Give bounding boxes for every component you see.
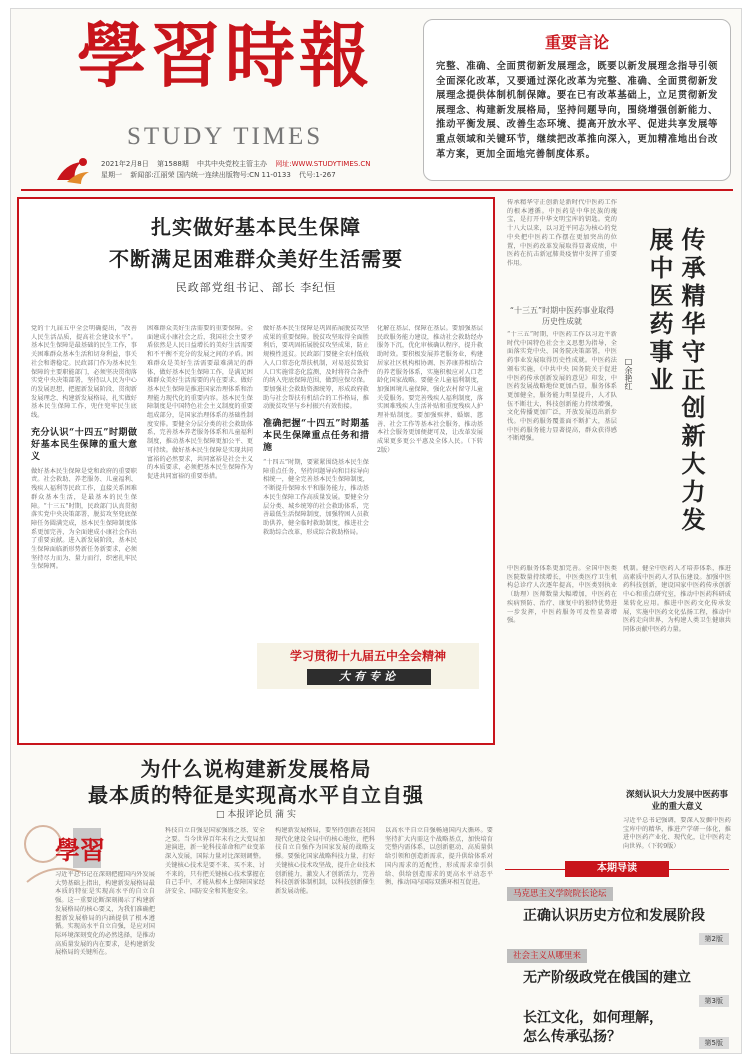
newspaper-front-page (10, 8, 742, 1054)
right-body-2: 中医药服务体系更加完善。全国中医类医院数量持续增长，中医类医疗卫生机构总诊疗人次逐年提高，中医类别执业（助理）医师数量大幅增加，中医药在疾病预防、治疗、康复中的独特优势进一步发挥，中医药服务可及性显著增强。 (507, 565, 617, 625)
right-body-4: 习近平总书记强调，要深入发掘中医药宝库中的精华，推进产学研一体化，推进中医药产业化、现代化，让中医药走向世界。（下转9版） (623, 817, 731, 851)
art2-title-line2[interactable]: 最本质的特征是实现高水平自立自强 (88, 783, 424, 807)
banner-slogan: 学习贯彻十九届五中全会精神 (289, 649, 446, 663)
right-subheading: “十三五”时期中医药事业取得历史性成就 (509, 306, 615, 326)
lead-column-4 (377, 325, 483, 635)
ornament-text: 學習 (55, 836, 106, 865)
right-intro-text: 传承精华守正创新是新时代中医药工作的根本遵循。中医药是中华民族的瑰宝，是打开中华文明宝库的钥匙。党的十八大以来，以习近平同志为核心的党中央把中医药工作摆在更加突出的位置，中医药改革发展取得显著成绩，中医药在抗击新冠肺炎疫情中发挥了重要作用。 (507, 199, 617, 267)
highlight-2-label: 社会主义从哪里来 (507, 949, 587, 963)
art2-author: □ 本报评论员 蒲 实 (215, 810, 297, 820)
highlights-tag: 本期导读 (565, 861, 669, 877)
publisher: 中共中央党校主管主办 (197, 160, 268, 168)
speech-text: 完整、准确、全面贯彻新发展理念，既要以新发展理念指导引领全面深化改革，又要通过深化改革为完整、准确、全面贯彻新发展理念提供体制机制保障。要在已有改革基础上，立足贯彻新发展理念、构建新发展格局，坚持问题导向，围绕增强创新能力、推动平衡发展、改善生态环境、提高开放水平、促进共享发展等重点领域和关键环节，继续把改革推向深入，更加精准地出台改革方案，更加全面地完善制度体系。 (436, 61, 718, 160)
website[interactable]: 网址:WWW.STUDYTIMES.CN (275, 160, 371, 168)
art2-column-1: 习近平总书记在深刻把握国内外发展大势基础上指出，构建新发展格局最本质的特征是实现高水平的自立自强。这一重要论断深刻揭示了构建新发展格局的核心要义，为我们准确把握新发展格局的内涵提供了根本遵循。实现高水平自立自强，是应对国际环境深刻变化的必然选择，是推动高质量发展的内在要求，是构建新发展格局的关键所在。 (55, 871, 155, 957)
lead-col3-text: 做好基本民生保障是巩固拓展脱贫攻坚成果的重要保障。脱贫攻坚取得全面胜利后，要巩固拓展脱贫攻坚成果，防止规模性返贫。民政部门要健全农村低收入人口常态化帮扶机制，对易返贫致贫人口实施常态化监测，及时将符合条件的纳入兜底保障范围，做到应保尽保。要加强社会救助资源统筹，形成政府救助与社会帮扶有机结合的工作格局，推动脱贫攻坚与乡村振兴有效衔接。 (263, 325, 369, 411)
editorial-dept: 新闻部:江丽荣 国内统一连续出版物号:CN 11-0133 (130, 171, 291, 179)
newspaper-logo-english: STUDY TIMES (127, 123, 324, 150)
right-body-1: “十三五”时期，中医药工作以习近平新时代中国特色社会主义思想为指导，全面落实党中央、国务院决策部署，中医药事业发展取得历史性成就。中医药法颁布实施，《中共中央 国务院关于促进中医药传承创新发展的意见》印发，中医药发展战略地位更加凸显，服务体系更加健全，服务能力明显提升，人才队伍不断壮大，科技创新能力持续增强，文化传播更加广泛，开放发展迈出新步伐。中医药服务覆盖面不断扩大，基层中医药服务能力显著提高，群众获得感不断增强。 (507, 331, 617, 443)
art2-column-3: 构建新发展格局，要坚持创新在我国现代化建设全局中的核心地位，把科技自立自强作为国家发展的战略支撑。要强化国家战略科技力量，打好关键核心技术攻坚战，提升企业技术创新能力，激发人才创新活力，完善科技创新体制机制，以科技创新催生新发展动能。 (275, 827, 375, 895)
issue-info (101, 159, 419, 181)
highlight-1-label: 马克思主义学院院长论坛 (507, 887, 613, 901)
lead-column-2 (147, 325, 253, 675)
right-body-3: 机制。健全中医药人才培养体系，推进高素质中医药人才队伍建设。加强中医药科技创新，建设国家中医药传承创新中心和重点研究室，推动中医药科研成果转化应用。推进中医药文化传承发展，实施中医药文化弘扬工程，推动中医药走向世界，为构建人类卫生健康共同体贡献中医药力量。 (623, 565, 731, 633)
right-bold-heading: 深刻认识大力发展中医药事业的重大意义 (625, 790, 728, 812)
issue-highlights (505, 861, 729, 1051)
postal-code: 代号:1-267 (299, 171, 336, 179)
issue-number: 第1588期 (156, 160, 189, 168)
lead-col2-text: 困难群众美好生活需要的重要保障。全面建成小康社会之后，我国社会主要矛盾依然是人民日益增长的美好生活需要和不平衡不充分的发展之间的矛盾。困难群众是美好生活需要最难满足的群体，做好基本民生保障工作，是满足困难群众美好生活需要的内在要求。做好基本民生保障是推进国家治理体系和治理能力现代化的重要内容。基本民生保障制度是中国特色社会主义制度的重要组成部分，是国家治理体系的基础性制度安排。要健全分层分类的社会救助体系，完善基本养老服务体系和儿童福利制度，推动基本民生保障更加公平、更可持续。做好基本民生保障是实现共同富裕的必然要求，共同富裕是社会主义的本质要求，必须把基本民生保障作为促进共同富裕的重要举措。 (147, 325, 253, 480)
lead-col1-text: 党的十九届五中全会明确提出，“改善人民生活品质，提高社会建设水平”。基本民生保障是最基础的民生工作，事关困难群众基本生活和切身利益，事关社会和谐稳定。民政部门作为基本民生保障的主要职能部门，必须坚决贯彻落实党中央决策部署，坚持以人民为中心的发展思想，把握新发展阶段、贯彻新发展理念、构建新发展格局，扎实做好基本民生保障工作，兜住兜牢民生底线。 (31, 325, 137, 420)
highlight-1-title[interactable]: 正确认识历史方位和发展阶段 (523, 908, 705, 924)
lead-title-line1[interactable]: 扎实做好基本民生保障 (151, 215, 361, 239)
lead-article[interactable] (17, 197, 495, 745)
lead-body (31, 325, 483, 675)
newspaper-logo: 學習時報 (77, 14, 373, 97)
important-speech-box (423, 19, 731, 181)
right-article-title[interactable]: 传承精华守正创新大力发展中医药事业 (645, 227, 706, 535)
lead-column-1 (31, 325, 137, 675)
lead-author: 民政部党组书记、部长 李纪恒 (175, 281, 337, 294)
masthead (11, 9, 423, 194)
column-stamp: 大有专论 (307, 669, 431, 685)
lead-col3-tail: “十四五”时期，要紧紧围绕基本民生保障重点任务，坚持问题导向和目标导向相统一，健全完善基本民生保障制度，不断提升保障水平和服务能力，推动基本民生保障工作高质量发展。要健全分层分类、城乡统筹的社会救助体系，完善最低生活保障制度，加强特困人员救助供养，健全临时救助制度，推进社会救助综合改革，形成综合救助格局。 (263, 459, 369, 536)
highlight-2-page[interactable]: 第3版 (699, 995, 729, 1007)
art2-title-line1[interactable]: 为什么说构建新发展格局 (140, 757, 372, 781)
lead-title-line2[interactable]: 不断满足困难群众美好生活需要 (109, 247, 403, 271)
lead-subheading-1: 充分认识“十四五”时期做好基本民生保障的重大意义 (31, 427, 137, 462)
lead-col1-tail: 做好基本民生保障是党和政府的重要职责。社会救助、养老服务、儿童福利、残疾人福利等民政工作，直接关系困难群众基本生活，是最基本的民生保障。“十三五”时期，民政部门认真贯彻落实党中央决策部署，脱贫攻坚兜底保障任务圆满完成，基本民生保障制度体系更加完善，为全面建成小康社会作出了重要贡献。进入新发展阶段，基本民生保障面临新形势新任务新要求，必须坚持尽力而为、量力而行，织密扎牢民生保障网。 (31, 467, 137, 571)
column-banner (257, 643, 479, 689)
right-article-author: □余艳红 (624, 357, 633, 390)
highlight-2-title[interactable]: 无产阶级政党在俄国的建立 (523, 970, 691, 986)
party-school-emblem-icon (53, 154, 93, 186)
speech-title: 重要言论 (544, 33, 609, 52)
highlight-3-page[interactable]: 第5版 (699, 1037, 729, 1049)
art2-column-4: 以高水平自立自强畅通国内大循环。要坚持扩大内需这个战略基点，加快培育完整内需体系，以创新驱动、高质量供给引领和创造新需求，提升供给体系对国内需求的适配性，形成需求牵引供给、供给创造需求的更高水平动态平衡，推动国内国际双循环相互促进。 (385, 827, 493, 887)
highlight-3-title[interactable]: 长江文化，如何理解， 怎么传承弘扬？ (523, 1010, 663, 1045)
lead-subheading-2: 准确把握“十四五”时期基本民生保障重点任务和措施 (263, 419, 369, 454)
highlight-1-page[interactable]: 第2版 (699, 933, 729, 945)
art2-column-2: 科技自立自强是国家强盛之基、安全之要。当今世界百年未有之大变局加速演进，新一轮科技革命和产业变革深入发展，国际力量对比深刻调整。关键核心技术是要不来、买不来、讨不来的，只有把关键核心技术掌握在自己手中，才能从根本上保障国家经济安全、国防安全和其他安全。 (165, 827, 265, 895)
lead-column-3 (263, 325, 369, 635)
issue-date: 2021年2月8日 (101, 160, 149, 168)
weekday: 星期一 (101, 171, 122, 179)
lead-col4-text: 化解在基层、保障在基层。要加强基层民政服务能力建设，推动社会救助经办服务下沉，优化审核确认程序，提升救助时效。要积极发展养老服务业，构建居家社区机构相协调、医养康养相结合的养老服务体系，实施积极应对人口老龄化国家战略。要健全儿童福利制度，加强困境儿童保障，强化农村留守儿童关爱服务。要完善残疾人福利制度，落实困难残疾人生活补贴和重度残疾人护理补贴制度。要加强殡葬、婚姻、慈善、社会工作等基本社会服务，推动基本社会服务更加便捷可及，让改革发展成果更多更公平惠及全体人民。（下转2版） (377, 325, 483, 454)
masthead-divider (21, 189, 733, 191)
